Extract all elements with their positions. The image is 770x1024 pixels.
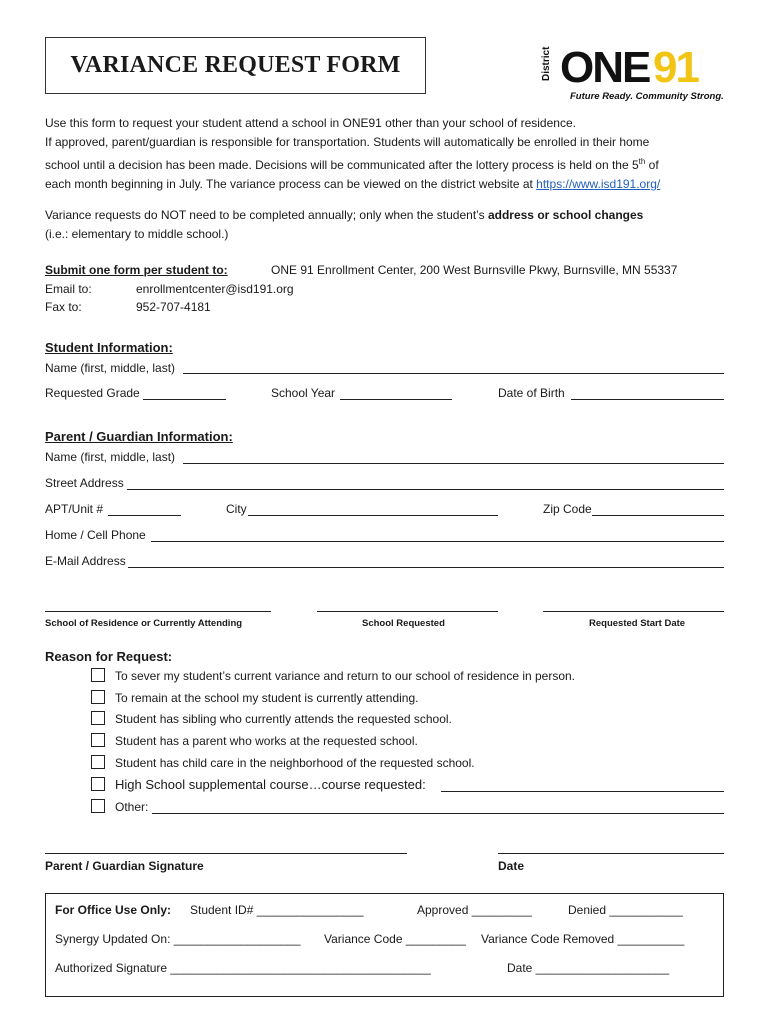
requested-start-date-field[interactable] (543, 611, 724, 612)
school-residence-label: School of Residence or Currently Attending (45, 618, 243, 629)
parent-signature-label: Parent / Guardian Signature (45, 859, 204, 873)
office-variance-code-removed: Variance Code Removed __________ (481, 932, 685, 946)
signature-date-label: Date (498, 859, 525, 873)
school-requested-label: School Requested (362, 618, 445, 629)
reason-option-other: Other: (115, 800, 149, 814)
school-residence-field[interactable] (45, 611, 271, 612)
phone-field[interactable] (151, 541, 724, 542)
apt-unit-label: APT/Unit # (45, 502, 104, 516)
reason-checkbox-sibling[interactable] (91, 711, 105, 725)
submit-label: Submit one form per student to: (45, 263, 228, 277)
reason-checkbox-other[interactable] (91, 799, 105, 813)
reason-option-supplemental: High School supplemental course…course requested: (115, 777, 426, 792)
parent-name-field[interactable] (183, 463, 724, 464)
street-address-label: Street Address (45, 476, 124, 490)
supplemental-course-field[interactable] (441, 791, 724, 792)
email-label: Email to: (45, 282, 92, 296)
apt-unit-field[interactable] (108, 515, 181, 516)
reason-checkbox-supplemental[interactable] (91, 777, 105, 791)
office-date: Date ____________________ (507, 961, 670, 975)
enrollment-email: enrollmentcenter@isd191.org (136, 282, 294, 296)
reason-checkbox-child-care[interactable] (91, 755, 105, 769)
city-label: City (226, 502, 247, 516)
zip-code-field[interactable] (592, 515, 724, 516)
office-authorized-signature: Authorized Signature _______________________________________ (55, 961, 431, 975)
reason-checkbox-sever[interactable] (91, 668, 105, 682)
submit-address: ONE 91 Enrollment Center, 200 West Burnsville Pkwy, Burnsville, MN 55337 (271, 263, 678, 277)
reason-option-sibling: Student has sibling who currently attends the requested school. (115, 712, 452, 726)
fax-number: 952-707-4181 (136, 300, 211, 314)
office-approved: Approved _________ (417, 903, 532, 917)
dob-label: Date of Birth (498, 386, 565, 400)
form-title-box (45, 37, 426, 94)
intro-line-3: school until a decision has been made. Decisions will be communicated after the lottery process is held on the 5th of (45, 157, 659, 172)
reason-option-remain: To remain at the school my student is currently attending. (115, 691, 419, 705)
requested-start-date-label: Requested Start Date (589, 618, 686, 629)
logo-district-text: District (541, 46, 552, 81)
intro-line-1: Use this form to request your student attend a school in ONE91 other than your school of residence. (45, 116, 576, 130)
logo-one-text: ONE (560, 43, 650, 92)
school-year-label: School Year (271, 386, 336, 400)
student-name-label: Name (first, middle, last) (45, 361, 176, 375)
intro-line-4: each month beginning in July. The variance process can be viewed on the district website at https://www.isd191.org/ (45, 177, 661, 191)
fax-label: Fax to: (45, 300, 82, 314)
reason-heading: Reason for Request: (45, 649, 173, 664)
street-address-field[interactable] (127, 489, 724, 490)
email-address-label: E-Mail Address (45, 554, 126, 568)
logo-91-text: 91 (653, 43, 698, 92)
reason-option-parent-works: Student has a parent who works at the requested school. (115, 734, 418, 748)
dob-field[interactable] (571, 399, 724, 400)
intro-paragraph (45, 114, 735, 194)
annual-note: Variance requests do NOT need to be completed annually; only when the student’s address or school changes (i.e.: elementary to middle school.) (45, 208, 644, 241)
office-synergy-updated: Synergy Updated On: ___________________ (55, 932, 301, 946)
office-student-id: Student ID# ________________ (190, 903, 364, 917)
reason-checkbox-parent-works[interactable] (91, 733, 105, 747)
parent-signature-field[interactable] (45, 853, 407, 854)
requested-grade-label: Requested Grade (45, 386, 140, 400)
office-variance-code: Variance Code _________ (324, 932, 466, 946)
signature-date-field[interactable] (498, 853, 724, 854)
requested-grade-field[interactable] (143, 399, 226, 400)
city-field[interactable] (248, 515, 498, 516)
student-name-field[interactable] (183, 373, 724, 374)
office-denied: Denied ___________ (568, 903, 683, 917)
reason-checkbox-remain[interactable] (91, 690, 105, 704)
parent-name-label: Name (first, middle, last) (45, 450, 176, 464)
phone-label: Home / Cell Phone (45, 528, 146, 542)
reason-option-child-care: Student has child care in the neighborhood of the requested school. (115, 756, 475, 770)
parent-info-heading: Parent / Guardian Information: (45, 429, 233, 444)
form-title: VARIANCE REQUEST FORM (70, 52, 401, 78)
office-use-heading: For Office Use Only: (55, 903, 172, 917)
student-info-heading: Student Information: (45, 340, 173, 355)
logo-tagline: Future Ready. Community Strong. (570, 91, 724, 102)
school-requested-field[interactable] (317, 611, 498, 612)
district-website-link[interactable]: https://www.isd191.org/ (536, 177, 661, 191)
intro-line-2: If approved, parent/guardian is responsible for transportation. Students will automatically be enrolled in their home (45, 135, 650, 149)
school-year-field[interactable] (340, 399, 452, 400)
reason-option-sever: To sever my student’s current variance and return to our school of residence in person. (115, 669, 576, 683)
zip-code-label: Zip Code (543, 502, 592, 516)
email-address-field[interactable] (128, 567, 724, 568)
other-reason-field[interactable] (152, 813, 724, 814)
